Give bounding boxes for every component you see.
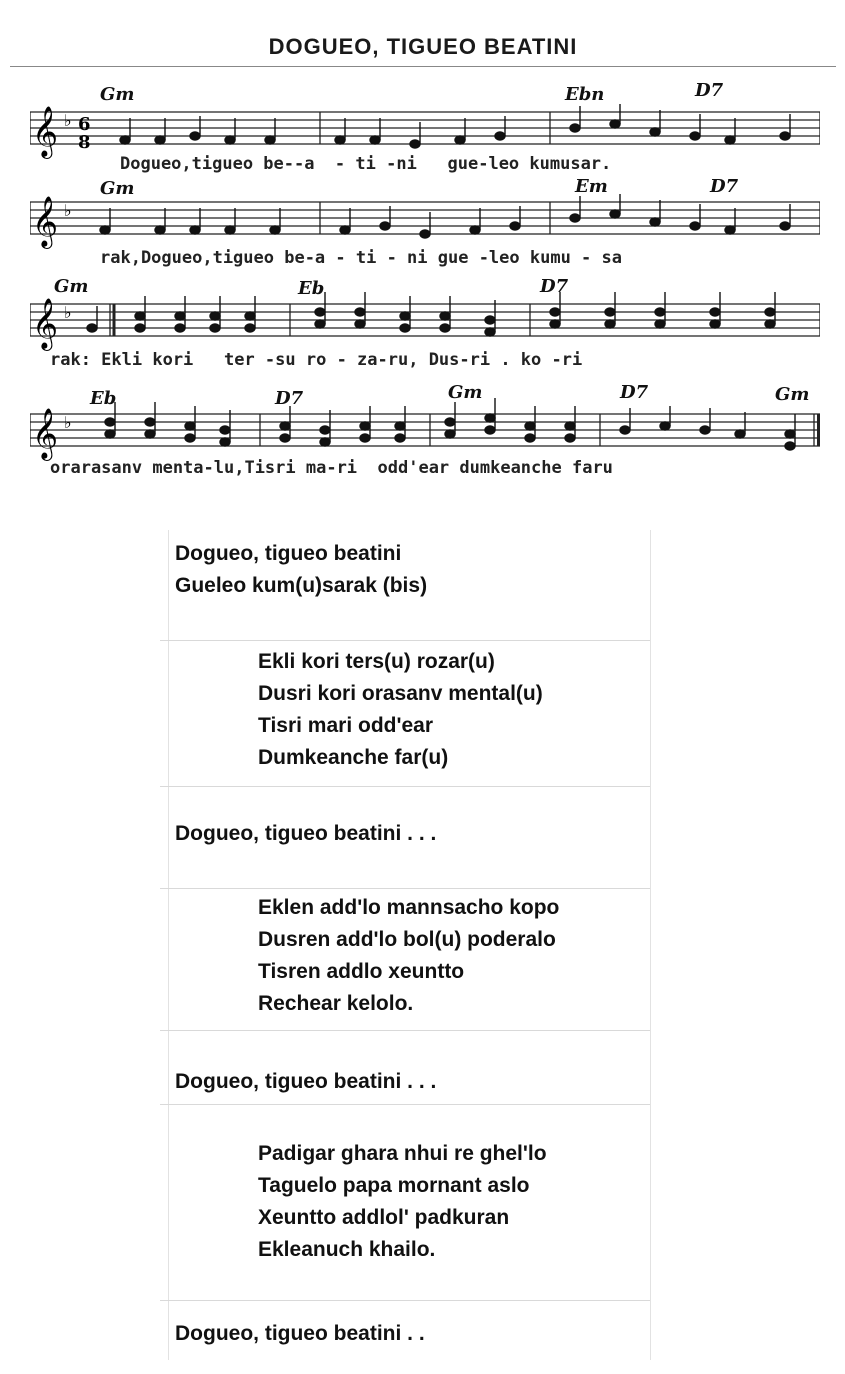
divider — [160, 888, 650, 889]
staff-system-3 — [30, 276, 820, 370]
text-line: Ekli kori ters(u) rozar(u) — [258, 650, 495, 673]
svg-text:𝄞: 𝄞 — [32, 408, 59, 459]
text-line: Dusri kori orasanv mental(u) — [258, 682, 543, 705]
svg-text:6: 6 — [78, 114, 91, 135]
chord-label: Gm — [54, 276, 89, 297]
chord-label: Gm — [100, 178, 135, 199]
staff-lines — [30, 186, 820, 256]
text-column-edge-left — [168, 530, 169, 1360]
svg-text:𝄞: 𝄞 — [32, 298, 59, 349]
text-line: Tisren addlo xeuntto — [258, 960, 465, 983]
lyric-line: rak: Ekli kori ter -su ro - za-ru, Dus-ri . ko -ri — [50, 350, 583, 370]
svg-text:𝄞: 𝄞 — [32, 106, 59, 157]
divider — [160, 640, 650, 641]
text-line: Padigar ghara nhui re ghel'lo — [258, 1142, 547, 1165]
text-line: Dogueo, tigueo beatini . . — [175, 1322, 425, 1345]
text-line: Dusren add'lo bol(u) poderalo — [258, 928, 556, 951]
svg-text:♭: ♭ — [64, 303, 72, 322]
text-column-edge-right — [650, 530, 651, 1360]
staff-system-4 — [30, 382, 820, 478]
chord-label: D7 — [540, 276, 569, 297]
song-title: DOGUEO, TIGUEO BEATINI — [268, 34, 578, 59]
verse-block — [258, 892, 559, 1020]
text-line: Eklen add'lo mannsacho kopo — [258, 896, 560, 919]
text-line: Taguelo papa mornant aslo — [258, 1174, 530, 1197]
chord-label: D7 — [275, 388, 304, 409]
chord-label: Eb — [298, 278, 325, 299]
staff-system-2 — [30, 176, 820, 268]
verse-block — [258, 646, 543, 774]
svg-text:8: 8 — [78, 132, 91, 153]
divider — [160, 1300, 650, 1301]
chord-label: Gm — [775, 384, 810, 405]
lyric-line: rak,Dogueo,tigueo be-a - ti - ni gue -leo kumu - sa — [100, 248, 622, 268]
svg-text:♭: ♭ — [64, 201, 72, 220]
text-line: Dogueo, tigueo beatini . . . — [175, 822, 437, 845]
chord-label: Gm — [448, 382, 483, 403]
verse-block — [258, 1138, 547, 1266]
divider — [160, 1104, 650, 1105]
refrain-block — [175, 1318, 425, 1350]
staff-system-1 — [30, 80, 820, 174]
text-line: Ekleanuch khailo. — [258, 1238, 436, 1261]
chord-label: Eb — [90, 388, 117, 409]
chord-label: D7 — [695, 80, 724, 101]
lyric-line: Dogueo,tigueo be--a - ti -ni gue-leo kumusar. — [120, 154, 612, 174]
title-divider — [10, 66, 836, 67]
text-line: Gueleo kum(u)sarak (bis) — [175, 574, 428, 597]
chord-label: D7 — [710, 176, 739, 197]
divider — [160, 786, 650, 787]
chord-label: Ebn — [565, 84, 605, 105]
chord-label: Gm — [100, 84, 135, 105]
refrain-block — [175, 818, 436, 850]
music-sheet — [10, 18, 836, 518]
svg-text:♭: ♭ — [64, 413, 72, 432]
lyric-line: orarasanv menta-lu,Tisri ma-ri odd'ear dumkeanche faru — [50, 458, 613, 478]
chord-label: D7 — [620, 382, 649, 403]
text-line: Dumkeanche far(u) — [258, 746, 449, 769]
text-line: Dogueo, tigueo beatini . . . — [175, 1070, 437, 1093]
refrain-block — [175, 1066, 436, 1098]
text-line: Rechear kelolo. — [258, 992, 414, 1015]
divider — [160, 1030, 650, 1031]
text-line: Tisri mari odd'ear — [258, 714, 434, 737]
svg-text:𝄞: 𝄞 — [32, 196, 59, 247]
text-line: Xeuntto addlol' padkuran — [258, 1206, 510, 1229]
text-line: Dogueo, tigueo beatini — [175, 542, 402, 565]
refrain-block — [175, 538, 427, 602]
chord-label: Em — [575, 176, 608, 197]
svg-text:♭: ♭ — [64, 111, 72, 130]
staff-lines — [30, 288, 820, 358]
